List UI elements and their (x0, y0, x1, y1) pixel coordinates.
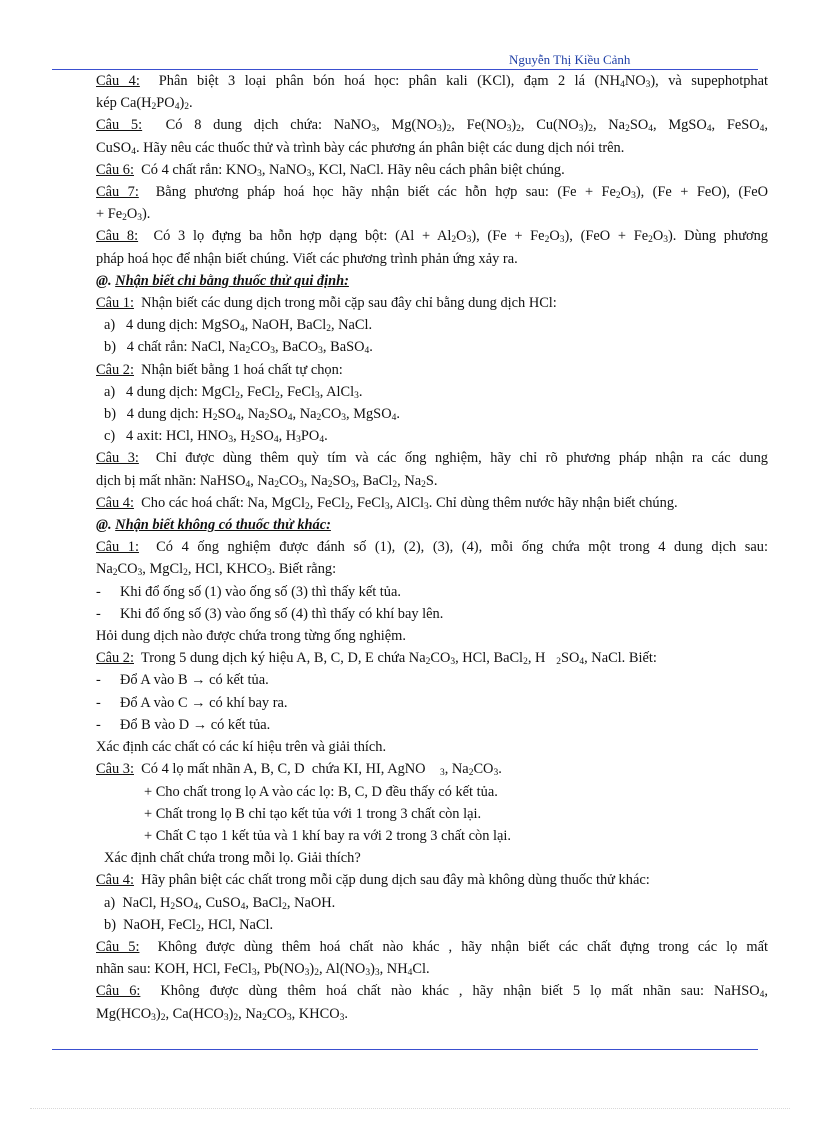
footer-rule (52, 1049, 758, 1050)
text-line: b) 4 dung dịch: $H_2SO_4$, $Na_2SO_4$, $Na_2CO_3$, MgSO$_4$. (104, 406, 400, 424)
text-line: kép $Ca(H_2PO_4)_2$. (96, 95, 193, 113)
text-line: + $Fe_2O_3$). (96, 206, 151, 224)
section-heading: @. Nhận biết chỉ bằng thuốc thử qui định: (96, 272, 349, 289)
text-line: b) NaOH, FeCl$_2$, HCl, NaCl. (104, 916, 274, 934)
text-line: a) NaCl, $H_2SO_4$, CuSO$_4$, BaCl$_2$, NaOH. (104, 894, 336, 912)
text-line: $Na_2CO_3$, MgCl$_2$, HCl, $KHCO_3$. Biết rằng: (96, 561, 337, 579)
author-header: Nguyễn Thị Kiều Cảnh (509, 52, 631, 67)
text-line: Câu 4: Phân biệt 3 loại phân bón hoá học: phân kali (KCl), đạm 2 lá $(NH_4NO_3)$, và supephotphat (96, 73, 769, 90)
text-line: CuSO$_4$. Hãy nêu các thuốc thử và trình bày các phương án phân biệt các dung dịch nói trên. (96, 139, 625, 157)
text-line: Câu 7: Bằng phương pháp hoá học hãy nhận biết các hỗn hợp sau: $(Fe + Fe_2O_3)$, (Fe + FeO), (FeO (96, 184, 769, 202)
text-line: c) 4 axit: HCl, $HNO_3$, $H_2SO_4$, $H_3PO_4$. (104, 428, 328, 446)
text-line: Câu 3: Chỉ được dùng thêm quỳ tím và các ống nghiệm, hãy chỉ rõ phương pháp nhận ra các dung (96, 450, 768, 467)
text-line: Câu 8: Có 3 lọ đựng ba hỗn hợp dạng bột: $(Al + Al_2O_3)$, $(Fe + Fe_2O_3)$, $(FeO + Fe_2O_3)$. Dùng phương (96, 228, 768, 246)
text-line: - Khi đổ ống số (1) vào ống số (3) thì thấy kết tủa. (96, 583, 401, 600)
document-body (96, 70, 768, 1025)
text-line: + Chất trong lọ B chỉ tạo kết tủa với 1 trong 3 chất còn lại. (144, 805, 482, 822)
text-line: Câu 6: Không được dùng thêm hoá chất nào khác , hãy nhận biết 5 lọ mất nhãn sau: NaHSO$_4$, (96, 983, 768, 1001)
text-line: Câu 1: Nhận biết các dung dịch trong mỗi cặp sau đây chỉ bằng dung dịch HCl: (96, 295, 557, 312)
text-line: $Mg(HCO_3)_2$, $Ca(HCO_3)_2$, $Na_2CO_3$, $KHCO_3$. (96, 1005, 348, 1023)
text-line: Xác định chất chứa trong mỗi lọ. Giải thích? (104, 850, 361, 867)
text-line: Câu 4: Cho các hoá chất: Na, MgCl$_2$, FeCl$_2$, FeCl$_3$, AlCl$_3$. Chỉ dùng thêm nước hãy nhận biết chúng. (96, 494, 678, 512)
text-line: - Khi đổ ống số (3) vào ống số (4) thì thấy có khí bay lên. (96, 605, 444, 622)
page-edge (30, 1108, 790, 1109)
text-line: Hỏi dung dịch nào được chứa trong từng ống nghiệm. (96, 628, 406, 645)
text-line: - Đổ B vào D → có kết tủa. (96, 716, 271, 733)
text-line: a) 4 dung dịch: MgSO$_4$, NaOH, BaCl$_2$, NaCl. (104, 317, 373, 335)
section-heading: @. Nhận biết không có thuốc thử khác: (96, 517, 331, 534)
text-line: a) 4 dung dịch: MgCl$_2$, FeCl$_2$, FeCl$_3$, AlCl$_3$. (104, 383, 363, 401)
text-line: + Chất C tạo 1 kết tủa và 1 khí bay ra với 2 trong 3 chất còn lại. (144, 827, 512, 844)
text-line: + Cho chất trong lọ A vào các lọ: B, C, D đều thấy có kết tủa. (144, 783, 498, 800)
text-line: pháp hoá học để nhận biết chúng. Viết các phương trình phản ứng xảy ra. (96, 250, 518, 267)
text-line: b) 4 chất rắn: NaCl, $Na_2CO_3$, BaCO$_3$, BaSO$_4$. (104, 339, 373, 357)
text-line: Câu 6: Có 4 chất rắn: $KNO_3$, NaNO$_3$, KCl, NaCl. Hãy nêu cách phân biệt chúng. (96, 161, 565, 179)
text-line: dịch bị mất nhãn: NaHSO$_4$, $Na_2CO_3$, $Na_2SO_3$, BaCl$_2$, $Na_2S$. (96, 472, 438, 490)
text-line: Câu 2: Trong 5 dung dịch ký hiệu A, B, C, D, E chứa $Na_2CO_3$, HCl, BaCl$_2$, H $_2SO_4$, NaCl. Biết: (96, 650, 657, 668)
text-line: - Đổ A vào B → có kết tủa. (96, 672, 269, 689)
text-line: nhãn sau: KOH, HCl, FeCl$_3$, $Pb(NO_3)_2$, $Al(NO_3)_3$, $NH_4Cl$. (96, 961, 430, 979)
text-line: Câu 5: Không được dùng thêm hoá chất nào khác , hãy nhận biết các chất đựng trong các lọ mất (96, 938, 768, 955)
text-line: Câu 2: Nhận biết bằng 1 hoá chất tự chọn: (96, 361, 343, 378)
text-line: Xác định các chất có các kí hiệu trên và giải thích. (96, 739, 387, 756)
text-line: Câu 1: Có 4 ống nghiệm được đánh số (1), (2), (3), (4), mỗi ống chứa một trong 4 dung dịch sau: (96, 539, 768, 556)
text-line: Câu 5: Có 8 dung dịch chứa: NaNO$_3$, $Mg(NO_3)_2$, $Fe(NO_3)_2$, $Cu(NO_3)_2$, $Na_2SO_4$, MgSO$_4$, FeSO$_4$, (96, 117, 768, 135)
text-line: Câu 4: Hãy phân biệt các chất trong mỗi cặp dung dịch sau đây mà không dùng thuốc thử khác: (96, 872, 650, 889)
text-line: - Đổ A vào C → có khí bay ra. (96, 694, 288, 711)
text-line: Câu 3: Có 4 lọ mất nhãn A, B, C, D chứa KI, HI, AgNO $_3$, $Na_2CO_3$. (96, 761, 502, 779)
